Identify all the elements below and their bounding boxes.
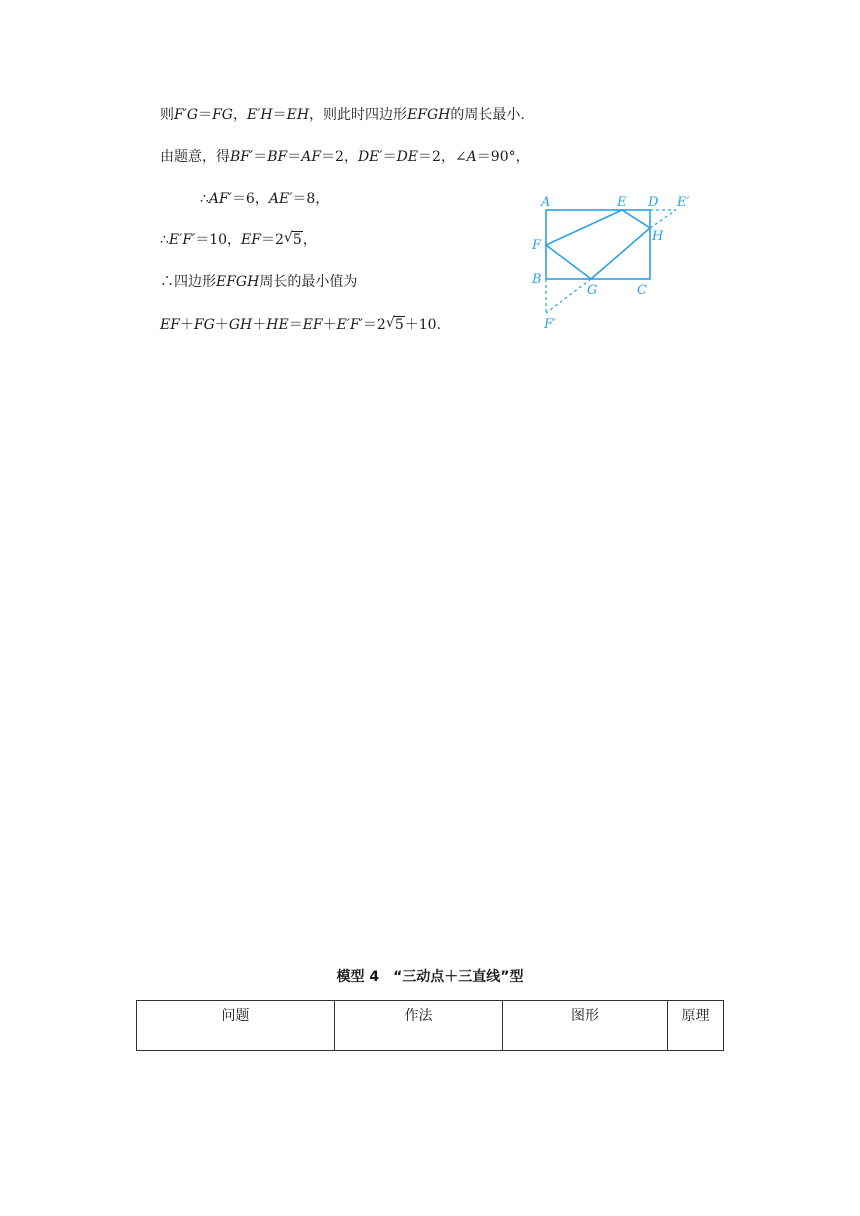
- table-header-row: [137, 1001, 724, 1051]
- dashed-line-g-f-prime: [546, 279, 591, 313]
- model-table: [136, 1000, 724, 1051]
- solution-line-4: ∴E′F′＝10，EF＝2 √ 5，: [160, 230, 317, 248]
- quadrilateral-efgh: [546, 210, 650, 279]
- solution-line-2: 由题意，得BF′＝BF＝AF＝2，DE′＝DE＝2，∠A＝90°，: [160, 149, 530, 165]
- section-title: 模型 4 “三动点＋三直线”型: [336, 969, 524, 985]
- label-f-prime: F′: [544, 317, 556, 332]
- table-header-problem: 问题: [137, 1001, 335, 1051]
- sqrt-expression: √ 5: [283, 230, 302, 248]
- label-d: D: [648, 195, 659, 210]
- label-g: G: [587, 283, 598, 298]
- solution-line-3: ∴AF′＝6，AE′＝8，: [200, 191, 330, 207]
- solution-line-5: ∴四边形EFGH周长的最小值为: [160, 274, 358, 290]
- label-f: F: [532, 238, 542, 253]
- table-header-figure: 图形: [503, 1001, 668, 1051]
- table-header-principle: 原理: [668, 1001, 724, 1051]
- label-e-prime: E′: [677, 195, 690, 210]
- geometry-figure: [526, 190, 706, 340]
- label-e: E: [617, 195, 627, 210]
- solution-line-6: EF＋FG＋GH＋HE＝EF＋E′F′＝2 √ 5＋10.: [160, 315, 442, 333]
- label-a: A: [541, 195, 551, 210]
- label-h: H: [652, 229, 664, 244]
- label-c: C: [637, 283, 647, 298]
- label-b: B: [532, 272, 542, 287]
- solution-line-1: 则F′G＝FG，E′H＝EH，则此时四边形EFGH的周长最小.: [160, 107, 525, 123]
- table-header-method: 作法: [335, 1001, 503, 1051]
- sqrt-expression: √ 5: [385, 315, 404, 333]
- dashed-line-h-e-prime: [650, 210, 676, 228]
